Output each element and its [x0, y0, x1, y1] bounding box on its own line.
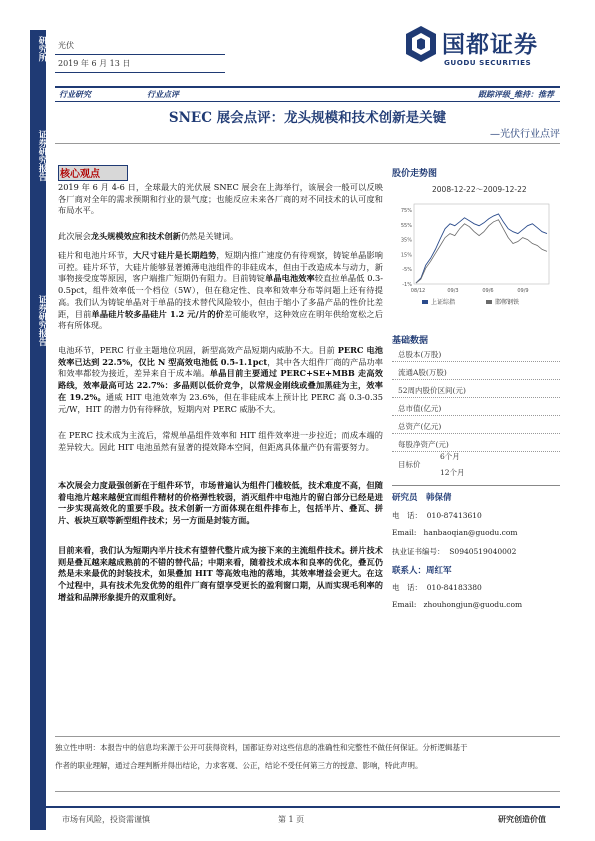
legend-swatch — [486, 300, 492, 304]
disclaimer-box — [55, 736, 560, 792]
left-sidebar — [30, 30, 46, 830]
contact-email-row — [392, 600, 522, 609]
text-segment: 仍然是关键词。 — [180, 231, 239, 241]
text-bold-segment: 单晶目前主要通过 PERC+SE+MBB 走高效路线，效率最高可达 22.7%：多晶则以低价竞争，以常规金刚线或叠加黑硅为主，效率在 19.2%。 — [58, 368, 383, 402]
disclaimer-line-1: 独立性申明：本报告中的信息均来源于公开可获得资料，国都证券对这些信息的准确性和完整性不做任何保证。分析逻辑基于 — [55, 743, 468, 752]
page-number: 第 1 页 — [278, 815, 305, 824]
analyst-block — [392, 491, 452, 503]
text-segment: ，其中各大组件厂商的产品功率和效率都较为接近，差异来自于成本端。 — [58, 356, 383, 379]
target-price-label: 目标价 — [398, 460, 421, 469]
analyst-email[interactable]: hanbaoqian@guodu.com — [423, 528, 518, 537]
header-divider — [55, 72, 225, 73]
basic-data-divider — [392, 415, 560, 416]
contact-name: 周红军 — [426, 566, 452, 576]
text-bold-segment: 单晶电池效率 — [265, 273, 315, 284]
basic-data-table — [392, 345, 560, 477]
sidebar-label-mid: 证券研究报告 — [37, 130, 47, 181]
paragraph-outlook-text: 目前来看，我们认为短期内半片技术有望替代整片成为接下来的主流组件技术。拼片技术则是叠瓦越来越成熟前的不错的替代品；中期来看，随着技术成本和良率的优化，叠瓦仍然是未来最优的封装技术，如果叠加 HIT 等高效电池的落地，其效率增益会更大。在这个过程中，具有技术先发优势的组件厂商有望享受更长的盈利窗口期，从而实现毛利率的增益和品牌形象提升的双重利好。 — [58, 545, 383, 602]
text-segment: 电池环节，PERC 行业主题地位巩固，新型高效产品短期内威胁不大。目前 — [58, 345, 338, 355]
analyst-cert-number: S0940519040002 — [449, 547, 517, 556]
y-tick-label: 15% — [400, 252, 412, 259]
contact-phone: 010-84183380 — [426, 583, 482, 592]
basic-data-divider — [392, 433, 560, 434]
email-label: Email: — [392, 528, 417, 537]
contact-block — [392, 564, 452, 576]
paragraph-wafer — [58, 250, 383, 332]
report-subtitle: —光伏行业点评 — [490, 129, 560, 140]
basic-data-label: 每股净资产(元) — [398, 440, 449, 449]
chart-axes-frame — [414, 204, 549, 284]
sector-label: 光伏 — [58, 41, 74, 50]
basic-data-divider — [392, 361, 560, 362]
report-date: 2019 年 6 月 13 日 — [58, 59, 131, 68]
contact-role: 联系人： — [392, 566, 427, 576]
logo-emblem-icon — [404, 24, 438, 64]
basic-data-label: 52周内股价区间(元) — [398, 386, 466, 395]
basic-data-heading: 基础数据 — [392, 336, 429, 346]
rating-label: 跟踪评级_维持：推荐 — [478, 89, 554, 99]
contact-email[interactable]: zhouhongjun@guodu.com — [423, 600, 523, 609]
phone-label: 电 话： — [392, 583, 422, 592]
text-segment: ，短期内推广速度仍有待观察，铸锭单晶影响可控。硅片环节，大硅片能够显著摊薄电池组件的非硅成本，但由于改造成本与动力，新事物接受度等原因，客户端推广短期仍有阻力。目前铸锭 — [58, 250, 383, 284]
y-tick-label: -5% — [402, 267, 412, 274]
basic-data-divider — [392, 451, 560, 452]
analyst-role: 研究员 — [392, 493, 418, 503]
analyst-top-rule — [392, 485, 560, 486]
stock-chart-plot — [394, 198, 559, 314]
report-title: SNEC 展会点评：龙头规模和技术创新是关键 — [168, 110, 447, 126]
x-tick-label: 09/9 — [517, 288, 529, 294]
footer-rule — [30, 806, 560, 808]
paragraph-module — [58, 480, 383, 527]
text-segment: 较直拉单晶低 0.3-0.5pct，组件效率低一个档位（5W），但在稳定性、良率和效率分布等问题上还有待提高。我们认为铸锭单晶对于单晶的技术替代风险较小，但由于缩小了多晶产品的性价比差距，目前 — [58, 273, 383, 319]
footer-risk-note: 市场有风险，投资需谨慎 — [62, 815, 150, 824]
basic-data-label: 流通A股(万股) — [398, 368, 447, 377]
logo-english-name: GUODU SECURITIES — [444, 58, 532, 67]
x-tick-label: 09/6 — [482, 288, 494, 294]
y-tick-label: 35% — [400, 237, 412, 244]
series-line-1 — [416, 214, 547, 283]
paragraph-cell — [58, 345, 383, 415]
legend-swatch — [422, 300, 428, 304]
logo-chinese-name: 国都证券 — [442, 32, 538, 58]
basic-data-label: 总股本(万股) — [398, 350, 442, 359]
text-bold-segment: 大尺寸硅片是长期趋势 — [133, 250, 217, 260]
text-segment: 通威 HIT 电池效率为 23.6%，但在非硅成本上预计比 PERC 高 0.3-0.35 元/W，HIT 的潜力仍有待释放，短期内对 PERC 威胁不大。 — [58, 391, 383, 414]
y-tick-label: -1% — [402, 282, 412, 288]
paragraph-hit — [58, 430, 383, 453]
analyst-name: 韩保倩 — [426, 493, 452, 503]
phone-label: 电 话： — [392, 511, 422, 520]
category-bottom-rule — [55, 101, 560, 102]
text-bold-segment: 单晶硅片较多晶硅片 1.2 元/片的价 — [91, 308, 224, 319]
chart-date-range: 2008-12-22～2009-12-22 — [432, 185, 527, 194]
analyst-cert-row — [392, 546, 516, 557]
text-segment: 硅片和电池片环节， — [58, 250, 134, 260]
company-logo — [400, 20, 560, 70]
core-view-label: 核心观点 — [60, 169, 100, 180]
text-segment: 差可能收窄，这种效应在明年供给宽松之后将有所体现。 — [58, 308, 383, 331]
basic-data-label: 总资产(亿元) — [398, 422, 442, 431]
x-tick-label: 09/3 — [447, 288, 459, 294]
paragraph-intro-text: 2019 年 6 月 4-6 日，全球最大的光伏展 SNEC 展会在上海举行，该展会一般可以反映各厂商对全年的需求预期和行业的景气度；也能反应未来各厂商的对不同技术的认可度和布局水平。 — [58, 182, 383, 216]
analyst-phone-row — [392, 510, 482, 521]
paragraph-outlook — [58, 545, 383, 604]
basic-data-divider — [392, 379, 560, 380]
category-bar — [55, 88, 560, 100]
paragraph-keywords — [58, 231, 383, 243]
y-tick-label: 75% — [400, 208, 412, 214]
analyst-email-row — [392, 528, 517, 537]
text-segment: 此次展会 — [58, 231, 91, 241]
sidebar-label-top: 研究所 — [37, 36, 47, 62]
stock-chart — [394, 178, 559, 314]
cert-label: 执业证书编号： — [392, 547, 445, 556]
text-bold-segment: PERC 电池效率已达到 22.5%，仅比 N 型高效电池低 0.5-1.1pct — [58, 345, 383, 367]
legend-label: 邯郸钢铁 — [495, 299, 520, 306]
title-rule — [55, 143, 560, 144]
basic-data-label: 总市值(亿元) — [398, 404, 442, 413]
email-label: Email: — [392, 600, 417, 609]
target-6-month: 6个月 — [440, 452, 460, 461]
y-tick-label: 55% — [400, 222, 412, 229]
target-12-month: 12个月 — [440, 468, 465, 477]
contact-phone-row — [392, 582, 482, 593]
legend-label: 上证综指 — [431, 299, 456, 306]
paragraph-intro — [58, 182, 383, 217]
paragraph-module-text: 本次展会力度最强创新在于组件环节，市场普遍认为组件门槛较低，技术难度不高，但随着电池片越来越便宜而组件精材的价格弹性较弱，消灭组件中电池片的留白部分已经是进一步实现高效化的重要手段。技术创新一方面体现在组件排布上，包括半片、叠瓦、拼片、板块互联等新型组件技术；另一方面是封装方面。 — [58, 480, 383, 526]
disclaimer-line-2: 作者的职业理解，通过合理判断并得出结论，力求客观、公正，结论不受任何第三方的授意、影响，特此声明。 — [55, 761, 423, 770]
basic-data-divider — [392, 397, 560, 398]
x-tick-label: 08/12 — [410, 288, 426, 294]
paragraph-hit-text: 在 PERC 技术成为主流后，常规单晶组件效率和 HIT 组件效率进一步拉近；而成本端的差异较大。因此 HIT 电池虽然有显著的提效降本空间，但距离具体量产仍有需要努力。 — [58, 430, 383, 452]
sidebar-label-low: 证券研究报告 — [37, 295, 47, 346]
series-line-2 — [416, 220, 547, 283]
category-industry-comment: 行业点评 — [147, 89, 179, 99]
header-divider — [55, 54, 225, 55]
stock-chart-heading: 股价走势图 — [392, 169, 438, 179]
analyst-phone: 010-87413610 — [426, 511, 482, 520]
footer-slogan: 研究创造价值 — [498, 814, 546, 824]
category-industry-research: 行业研究 — [59, 89, 91, 99]
text-bold-segment: 龙头规模效应和技术创新 — [90, 231, 181, 241]
